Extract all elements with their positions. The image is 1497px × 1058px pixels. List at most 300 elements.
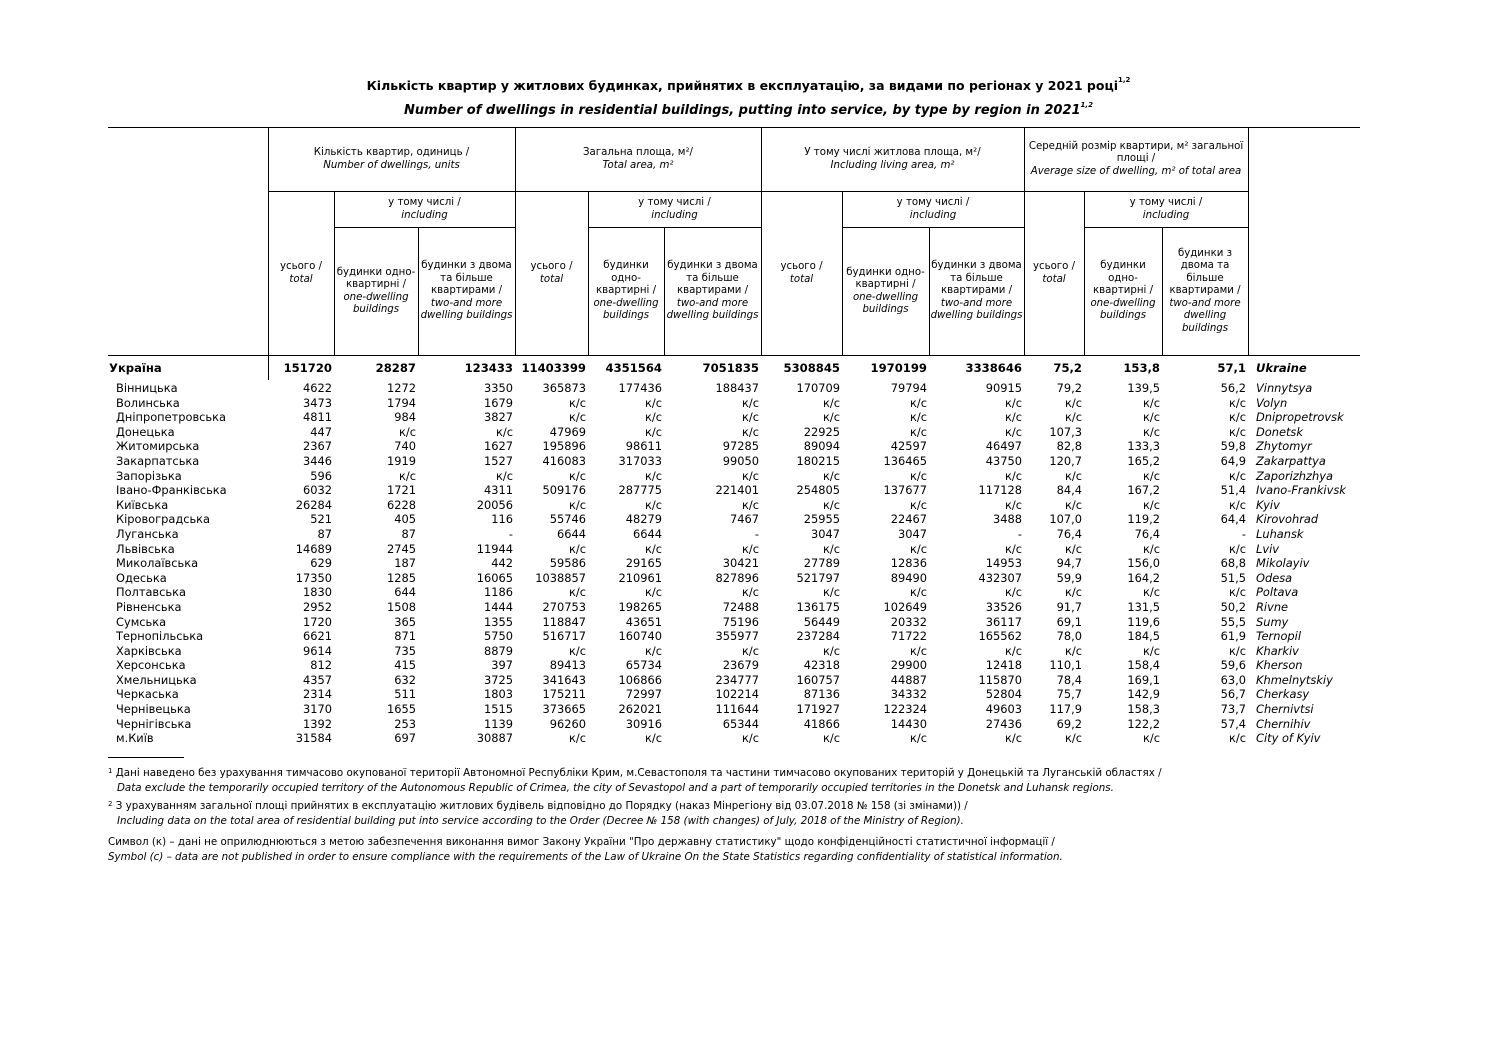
region-name-uk: Дніпропетровська [116, 410, 226, 425]
value-cell: 160757 [796, 672, 840, 687]
value-cell: 136175 [796, 599, 840, 614]
value-cell: к/с [1005, 585, 1022, 600]
value-cell: 76,4 [1134, 526, 1160, 541]
region-name-en: Chernihiv [1256, 716, 1311, 731]
value-cell: 131,5 [1127, 599, 1160, 614]
value-cell: 84,4 [1056, 483, 1082, 498]
value-cell: 165562 [978, 629, 1022, 644]
value-cell: 14953 [985, 556, 1022, 571]
value-cell: 262021 [618, 702, 662, 717]
value-cell: к/с [910, 410, 927, 425]
value-cell: 44887 [890, 672, 927, 687]
value-cell: 96260 [549, 716, 586, 731]
value-cell: 11403399 [515, 356, 588, 381]
value-cell: 511 [394, 687, 416, 702]
value-cell: 91,7 [1056, 599, 1082, 614]
value-cell: к/с [1005, 541, 1022, 556]
value-cell: к/с [1005, 497, 1022, 512]
value-cell: 89094 [803, 439, 840, 454]
value-cell: 106866 [618, 672, 662, 687]
value-cell: к/с [1065, 410, 1082, 425]
value-cell: 7467 [730, 512, 759, 527]
value-cell: 170709 [796, 381, 840, 395]
value-cell: 735 [394, 643, 416, 658]
region-name-uk: Вінницька [116, 381, 178, 395]
table-row [108, 512, 1360, 527]
value-cell: 632 [394, 672, 416, 687]
value-cell: 2367 [303, 439, 332, 454]
region-name-uk: Херсонська [116, 658, 186, 673]
value-cell: к/с [742, 643, 759, 658]
value-cell: 984 [394, 410, 416, 425]
table-row [108, 439, 1360, 454]
value-cell: 136465 [883, 453, 927, 468]
value-cell: к/с [742, 424, 759, 439]
value-cell: 175211 [542, 687, 586, 702]
value-cell: - [754, 526, 759, 541]
header-total-living: усього / total [761, 192, 842, 356]
value-cell: 122324 [883, 702, 927, 717]
value-cell: к/с [823, 643, 840, 658]
value-cell: к/с [1229, 731, 1246, 746]
value-cell: - [508, 526, 513, 541]
table-row [108, 498, 1360, 513]
region-name-en: Kharkiv [1256, 643, 1299, 658]
value-cell: 812 [310, 658, 332, 673]
region-name-en: Dnipropetrovsk [1256, 410, 1344, 425]
value-cell: 1627 [484, 439, 513, 454]
value-cell: 22925 [803, 424, 840, 439]
region-name-en: Vinnytsya [1256, 381, 1313, 395]
value-cell: 64,4 [1220, 512, 1246, 527]
value-cell: к/с [496, 468, 513, 483]
value-cell: к/с [1065, 497, 1082, 512]
value-cell: к/с [1065, 395, 1082, 410]
value-cell: к/с [1143, 643, 1160, 658]
table-row [108, 425, 1360, 440]
value-cell: 1444 [484, 599, 513, 614]
value-cell: 36117 [985, 614, 1022, 629]
value-cell: 221401 [715, 483, 759, 498]
value-cell: к/с [399, 424, 416, 439]
header-including-living: у тому числі / including [842, 192, 1024, 228]
table-row [108, 600, 1360, 615]
value-cell: 55746 [549, 512, 586, 527]
value-cell: 123433 [418, 356, 515, 381]
value-cell: 119,6 [1127, 614, 1160, 629]
region-name-uk: Сумська [116, 614, 167, 629]
header-group-total-area: Загальна площа, м²/ Total area, m² [515, 128, 761, 192]
region-name-uk: Тернопільська [116, 629, 204, 644]
value-cell: 1655 [387, 702, 416, 717]
value-cell: 270753 [542, 599, 586, 614]
value-cell: 17350 [295, 570, 332, 585]
value-cell: 1794 [387, 395, 416, 410]
value-cell: 89490 [890, 570, 927, 585]
value-cell: 47969 [549, 424, 586, 439]
value-cell: 117128 [978, 483, 1022, 498]
value-cell: 2952 [303, 599, 332, 614]
value-cell: 137677 [883, 483, 927, 498]
value-cell: 139,5 [1127, 381, 1160, 395]
value-cell: 64,9 [1220, 453, 1246, 468]
value-cell: 78,0 [1056, 629, 1082, 644]
value-cell: к/с [823, 497, 840, 512]
table-row [108, 410, 1360, 425]
value-cell: к/с [569, 497, 586, 512]
value-cell: к/с [1229, 410, 1246, 425]
value-cell: к/с [1229, 424, 1246, 439]
value-cell: 110,1 [1049, 658, 1082, 673]
value-cell: к/с [645, 585, 662, 600]
value-cell: 14430 [890, 716, 927, 731]
value-cell: 7051835 [664, 356, 761, 381]
header-including-average: у тому числі / including [1084, 192, 1248, 228]
table-row [108, 454, 1360, 469]
value-cell: к/с [742, 541, 759, 556]
value-cell: 75,7 [1056, 687, 1082, 702]
footnote-symbol: Символ (к) – дані не оприлюднюються з метою забезпечення виконання вимог Закону України "Про державну статистику" щодо конфіденційності статистичної інформації / Symbol (c) – data are not published in order to ensure compliance with the requirements of the Law of Ukraine On the State Statistics regarding confidentiality of statistical information. [108, 836, 1063, 863]
value-cell: 111644 [715, 702, 759, 717]
value-cell: 12418 [985, 658, 1022, 673]
table-row [108, 658, 1360, 673]
header-one-dwelling-units: будинки одно-квартирні / one-dwelling buildings [334, 228, 418, 356]
value-cell: 99050 [722, 453, 759, 468]
value-cell: 14689 [295, 541, 332, 556]
value-cell: 153,8 [1084, 356, 1162, 381]
value-cell: 57,4 [1220, 716, 1246, 731]
value-cell: к/с [823, 468, 840, 483]
region-name-en: Zaporizhzhya [1256, 468, 1333, 483]
value-cell: 31584 [295, 731, 332, 746]
value-cell: к/с [399, 468, 416, 483]
value-cell: 26284 [295, 497, 332, 512]
value-cell: 56,7 [1220, 687, 1246, 702]
value-cell: 697 [394, 731, 416, 746]
value-cell: к/с [1065, 541, 1082, 556]
value-cell: 4311 [484, 483, 513, 498]
value-cell: 30887 [476, 731, 513, 746]
value-cell: к/с [1005, 424, 1022, 439]
value-cell: к/с [910, 468, 927, 483]
region-name-uk: Київська [116, 497, 169, 512]
value-cell: 59,9 [1056, 570, 1082, 585]
value-cell: 156,0 [1127, 556, 1160, 571]
value-cell: к/с [569, 541, 586, 556]
value-cell: к/с [910, 541, 927, 556]
value-cell: 4622 [303, 381, 332, 395]
footnote-2: $^2$ З урахуванням загальної площі прийнятих в експлуатацію житлових будівель відповідно до Порядку (наказ Мінрегіону від 03.07.2018 № 158 (зі змінами)) / Including data on the total area of residential building put into service according to the Order (Decree № 158 (with changes) of July, 2018 of the Ministry of Region). [108, 800, 968, 827]
value-cell: 1272 [387, 381, 416, 395]
region-name-uk: Хмельницька [116, 672, 197, 687]
value-cell: 3446 [303, 453, 332, 468]
value-cell: 48279 [625, 512, 662, 527]
value-cell: 1285 [387, 570, 416, 585]
value-cell: 169,1 [1127, 672, 1160, 687]
header-one-dwelling-average: будинки одно-квартирні / one-dwelling buildings [1084, 228, 1162, 356]
value-cell: 65734 [625, 658, 662, 673]
value-cell: 3827 [484, 410, 513, 425]
value-cell: 5308845 [761, 356, 842, 381]
region-name-en: Cherkasy [1256, 687, 1310, 702]
value-cell: к/с [1143, 395, 1160, 410]
value-cell: 20056 [476, 497, 513, 512]
value-cell: к/с [1005, 468, 1022, 483]
value-cell: 68,8 [1220, 556, 1246, 571]
value-cell: к/с [1065, 585, 1082, 600]
region-name-en: Kyiv [1256, 497, 1280, 512]
value-cell: к/с [1229, 395, 1246, 410]
value-cell: 69,1 [1056, 614, 1082, 629]
table-row [108, 717, 1360, 732]
value-cell: 75196 [722, 614, 759, 629]
value-cell: 516717 [542, 629, 586, 644]
value-cell: 41866 [803, 716, 840, 731]
value-cell: к/с [742, 468, 759, 483]
header-one-dwelling-living: будинки одно-квартирні / one-dwelling buildings [842, 228, 929, 356]
header-group-dwellings: Кількість квартир, одиниць / Number of dwellings, units [268, 128, 515, 192]
value-cell: 341643 [542, 672, 586, 687]
value-cell: к/с [823, 731, 840, 746]
value-cell: 1139 [484, 716, 513, 731]
value-cell: 11944 [476, 541, 513, 556]
table-row [108, 615, 1360, 630]
region-name-uk: Волинська [116, 395, 180, 410]
value-cell: к/с [823, 395, 840, 410]
region-name-en: Khmelnytskiy [1256, 672, 1333, 687]
region-name-en: Chernivtsi [1256, 702, 1314, 717]
value-cell: к/с [645, 731, 662, 746]
value-cell: 1508 [387, 599, 416, 614]
region-name-uk: Україна [108, 356, 268, 381]
value-cell: 73,7 [1220, 702, 1246, 717]
value-cell: 142,9 [1127, 687, 1160, 702]
value-cell: 90915 [985, 381, 1022, 395]
header-two-more-living: будинки з двома та більше квартирами / two-and more dwelling buildings [929, 228, 1024, 356]
value-cell: 188437 [715, 381, 759, 395]
value-cell: 65344 [722, 716, 759, 731]
value-cell: 317033 [618, 453, 662, 468]
value-cell: - [1017, 526, 1022, 541]
value-cell: - [1241, 526, 1246, 541]
table-row [108, 673, 1360, 688]
value-cell: 89413 [549, 658, 586, 673]
footnote-1: $^1$ Дані наведено без урахування тимчасово окупованої території Автономної Республіки Крим, м.Севастополя та частини тимчасово окупованих територій у Донецькій та Луганській областях / Data exclude the temporarily occupied territory of the Autonomous Republic of Crimea, the city of Sevastopol and a part of temporarily occupied territories in the Donetsk and Luhansk regions. [108, 767, 1162, 794]
value-cell: 415 [394, 658, 416, 673]
region-name-en: Zhytomyr [1256, 439, 1312, 454]
value-cell: 1720 [303, 614, 332, 629]
value-cell: 6644 [557, 526, 586, 541]
header-group-average-size: Середній розмір квартири, м² загальної площі / Average size of dwelling, m² of total area [1024, 128, 1248, 192]
value-cell: 122,2 [1127, 716, 1160, 731]
region-name-en: Rivne [1256, 599, 1289, 614]
value-cell: 596 [310, 468, 332, 483]
value-cell: к/с [910, 497, 927, 512]
value-cell: 107,3 [1049, 424, 1082, 439]
header-including-area: у тому числі / including [588, 192, 761, 228]
value-cell: 373665 [542, 702, 586, 717]
value-cell: 164,2 [1127, 570, 1160, 585]
value-cell: 79,2 [1056, 381, 1082, 395]
value-cell: к/с [1143, 410, 1160, 425]
value-cell: 69,2 [1056, 716, 1082, 731]
value-cell: 365 [394, 614, 416, 629]
region-name-en: Poltava [1256, 585, 1299, 600]
value-cell: 2745 [387, 541, 416, 556]
value-cell: к/с [1065, 643, 1082, 658]
value-cell: 198265 [618, 599, 662, 614]
region-name-en: Ternopil [1256, 629, 1301, 644]
value-cell: 59586 [549, 556, 586, 571]
value-cell: 33526 [985, 599, 1022, 614]
value-cell: 167,2 [1127, 483, 1160, 498]
header-two-more-average: будинки з двома та більше квартирами / two-and more dwelling buildings [1162, 228, 1248, 356]
value-cell: 3047 [898, 526, 927, 541]
region-name-en: City of Kyiv [1256, 731, 1321, 746]
region-name-en: Lviv [1256, 541, 1279, 556]
value-cell: к/с [1229, 468, 1246, 483]
region-name-en: Mikolayiv [1256, 556, 1310, 571]
value-cell: к/с [742, 585, 759, 600]
region-name-uk: Рівненська [116, 599, 182, 614]
value-cell: 51,4 [1220, 483, 1246, 498]
value-cell: 43750 [985, 453, 1022, 468]
region-name-uk: Одеська [116, 570, 167, 585]
value-cell: 34332 [890, 687, 927, 702]
value-cell: к/с [1143, 497, 1160, 512]
region-name-en: Kherson [1256, 658, 1303, 673]
table-row [108, 571, 1360, 586]
value-cell: 50,2 [1220, 599, 1246, 614]
value-cell: 1392 [303, 716, 332, 731]
table-row [108, 585, 1360, 600]
value-cell: 9614 [303, 643, 332, 658]
value-cell: 78,4 [1056, 672, 1082, 687]
value-cell: 355977 [715, 629, 759, 644]
value-cell: к/с [645, 468, 662, 483]
value-cell: 102649 [883, 599, 927, 614]
value-cell: 42597 [890, 439, 927, 454]
region-name-uk: Луганська [116, 526, 179, 541]
value-cell: к/с [823, 585, 840, 600]
value-cell: к/с [645, 643, 662, 658]
value-cell: 629 [310, 556, 332, 571]
table-row [108, 527, 1360, 542]
value-cell: 49603 [985, 702, 1022, 717]
value-cell: 3488 [993, 512, 1022, 527]
value-cell: 1038857 [535, 570, 586, 585]
value-cell: 52804 [985, 687, 1022, 702]
region-name-uk: Закарпатська [116, 453, 200, 468]
value-cell: 28287 [334, 356, 418, 381]
table-body [108, 356, 1360, 746]
header-one-dwelling-area: будинки одно-квартирні / one-dwelling buildings [588, 228, 664, 356]
value-cell: 177436 [618, 381, 662, 395]
value-cell: 56,2 [1220, 381, 1246, 395]
value-cell: 416083 [542, 453, 586, 468]
region-name-en: Donetsk [1256, 424, 1303, 439]
value-cell: 22467 [890, 512, 927, 527]
value-cell: 43651 [625, 614, 662, 629]
dwellings-table [108, 127, 1360, 746]
region-name-uk: Харківська [116, 643, 182, 658]
value-cell: 1679 [484, 395, 513, 410]
header-region-en-blank [1248, 128, 1360, 356]
value-cell: к/с [569, 731, 586, 746]
value-cell: 158,4 [1127, 658, 1160, 673]
value-cell: 1970199 [842, 356, 929, 381]
value-cell: 521 [310, 512, 332, 527]
title-english: Number of dwellings in residential buildings, putting into service, by type by region in 2021$^{1,2}$ [404, 101, 1093, 118]
value-cell: 29900 [890, 658, 927, 673]
footnote-divider [108, 757, 184, 758]
header-including-dwellings: у тому числі / including [334, 192, 515, 228]
value-cell: к/с [569, 410, 586, 425]
value-cell: 94,7 [1056, 556, 1082, 571]
value-cell: 42318 [803, 658, 840, 673]
value-cell: 4351564 [588, 356, 664, 381]
value-cell: 29165 [625, 556, 662, 571]
region-name-uk: м.Київ [116, 731, 154, 746]
header-region-blank [108, 128, 268, 356]
value-cell: 160740 [618, 629, 662, 644]
value-cell: к/с [1005, 410, 1022, 425]
value-cell: к/с [910, 424, 927, 439]
table-row [108, 687, 1360, 702]
table-row [108, 483, 1360, 498]
value-cell: 171927 [796, 702, 840, 717]
value-cell: 871 [394, 629, 416, 644]
region-name-en: Sumy [1256, 614, 1289, 629]
table-row [108, 731, 1360, 746]
value-cell: к/с [1065, 468, 1082, 483]
value-cell: 1515 [484, 702, 513, 717]
region-name-en: Odesa [1256, 570, 1293, 585]
header-two-more-units: будинки з двома та більше квартирами / two-and more dwelling buildings [418, 228, 515, 356]
region-name-uk: Івано-Франківська [116, 483, 227, 498]
region-name-uk: Миколаївська [116, 556, 199, 571]
table-header [108, 128, 1360, 356]
value-cell: к/с [742, 731, 759, 746]
value-cell: 184,5 [1127, 629, 1160, 644]
value-cell: 3338646 [929, 356, 1024, 381]
region-name-uk: Донецька [116, 424, 175, 439]
value-cell: к/с [1229, 585, 1246, 600]
title-ukrainian: Кількість квартир у житлових будинках, прийнятих в експлуатацію, за видами по регіонах у 2021 році$^{1,2}$ [366, 76, 1131, 93]
value-cell: к/с [1005, 643, 1022, 658]
value-cell: к/с [569, 468, 586, 483]
value-cell: 1721 [387, 483, 416, 498]
value-cell: 30421 [722, 556, 759, 571]
value-cell: 151720 [268, 356, 334, 381]
value-cell: 1527 [484, 453, 513, 468]
value-cell: 6644 [633, 526, 662, 541]
value-cell: 120,7 [1049, 453, 1082, 468]
value-cell: 46497 [985, 439, 1022, 454]
value-cell: 1919 [387, 453, 416, 468]
value-cell: 210961 [618, 570, 662, 585]
value-cell: 97285 [722, 439, 759, 454]
value-cell: 740 [394, 439, 416, 454]
value-cell: к/с [645, 424, 662, 439]
region-name-uk: Львівська [116, 541, 175, 556]
table-row [108, 629, 1360, 644]
value-cell: к/с [1229, 643, 1246, 658]
value-cell: 51,5 [1220, 570, 1246, 585]
value-cell: 25955 [803, 512, 840, 527]
value-cell: к/с [823, 541, 840, 556]
value-cell: к/с [910, 731, 927, 746]
